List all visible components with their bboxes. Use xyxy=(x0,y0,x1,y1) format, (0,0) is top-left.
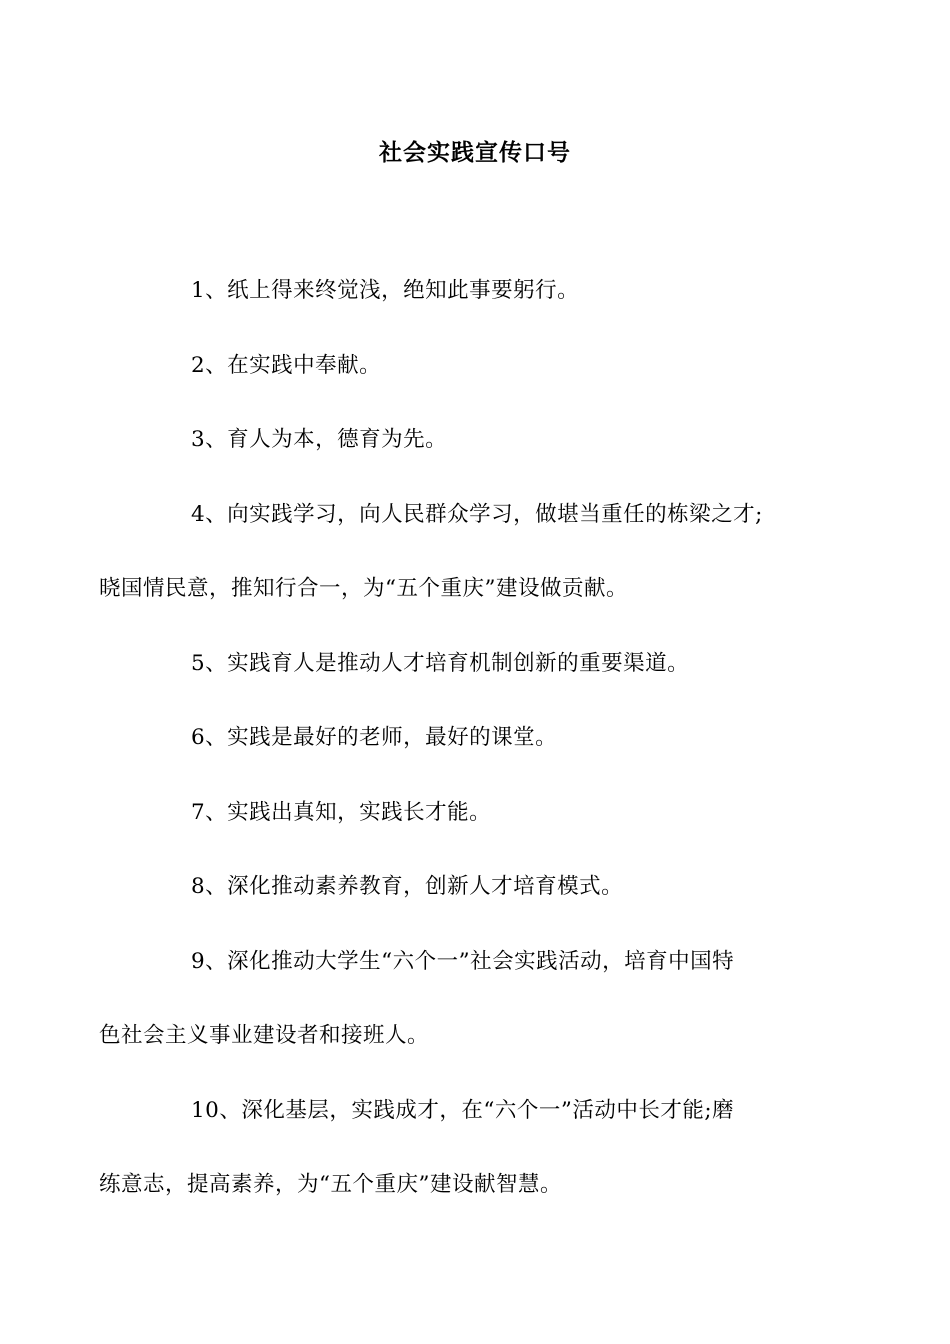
slogan-line: 8、深化推动素养教育，创新人才培育模式。 xyxy=(191,874,624,899)
slogan-line: 7、实践出真知，实践长才能。 xyxy=(191,799,492,825)
slogan-line: 2、在实践中奉献。 xyxy=(191,352,382,378)
document-body xyxy=(99,254,825,1223)
slogan-item-10 xyxy=(99,1074,825,1223)
slogan-item-9 xyxy=(99,925,825,1074)
slogan-item-3 xyxy=(145,403,825,478)
slogan-line: 1、纸上得来终觉浅，绝知此事要躬行。 xyxy=(191,278,580,303)
slogan-item-1 xyxy=(145,254,825,329)
slogan-line: 9、深化推动大学生“六个一”社会实践活动，培育中国特 xyxy=(191,948,735,974)
slogan-line: 3、育人为本，德育为先。 xyxy=(191,427,448,452)
slogan-line: 5、实践育人是推动人才培育机制创新的重要渠道。 xyxy=(191,650,690,676)
slogan-item-7 xyxy=(145,776,825,851)
slogan-item-6 xyxy=(145,701,825,776)
slogan-item-2 xyxy=(145,329,825,404)
slogan-item-4 xyxy=(99,478,825,627)
slogan-line-continued: 晓国情民意，推知行合一，为“五个重庆”建设做贡献。 xyxy=(99,576,628,601)
slogan-line: 10、深化基层，实践成才，在“六个一”活动中长才能;磨 xyxy=(191,1097,735,1123)
slogan-line: 6、实践是最好的老师，最好的课堂。 xyxy=(191,725,558,750)
slogan-item-5 xyxy=(145,627,825,702)
slogan-line: 4、向实践学习，向人民群众学习，做堪当重任的栋梁之才; xyxy=(191,501,763,527)
slogan-item-8 xyxy=(145,850,825,925)
slogan-line-continued: 练意志，提高素养，为“五个重庆”建设献智慧。 xyxy=(99,1172,562,1197)
document-title: 社会实践宣传口号 xyxy=(379,139,571,166)
slogan-line-continued: 色社会主义事业建设者和接班人。 xyxy=(99,1023,430,1048)
